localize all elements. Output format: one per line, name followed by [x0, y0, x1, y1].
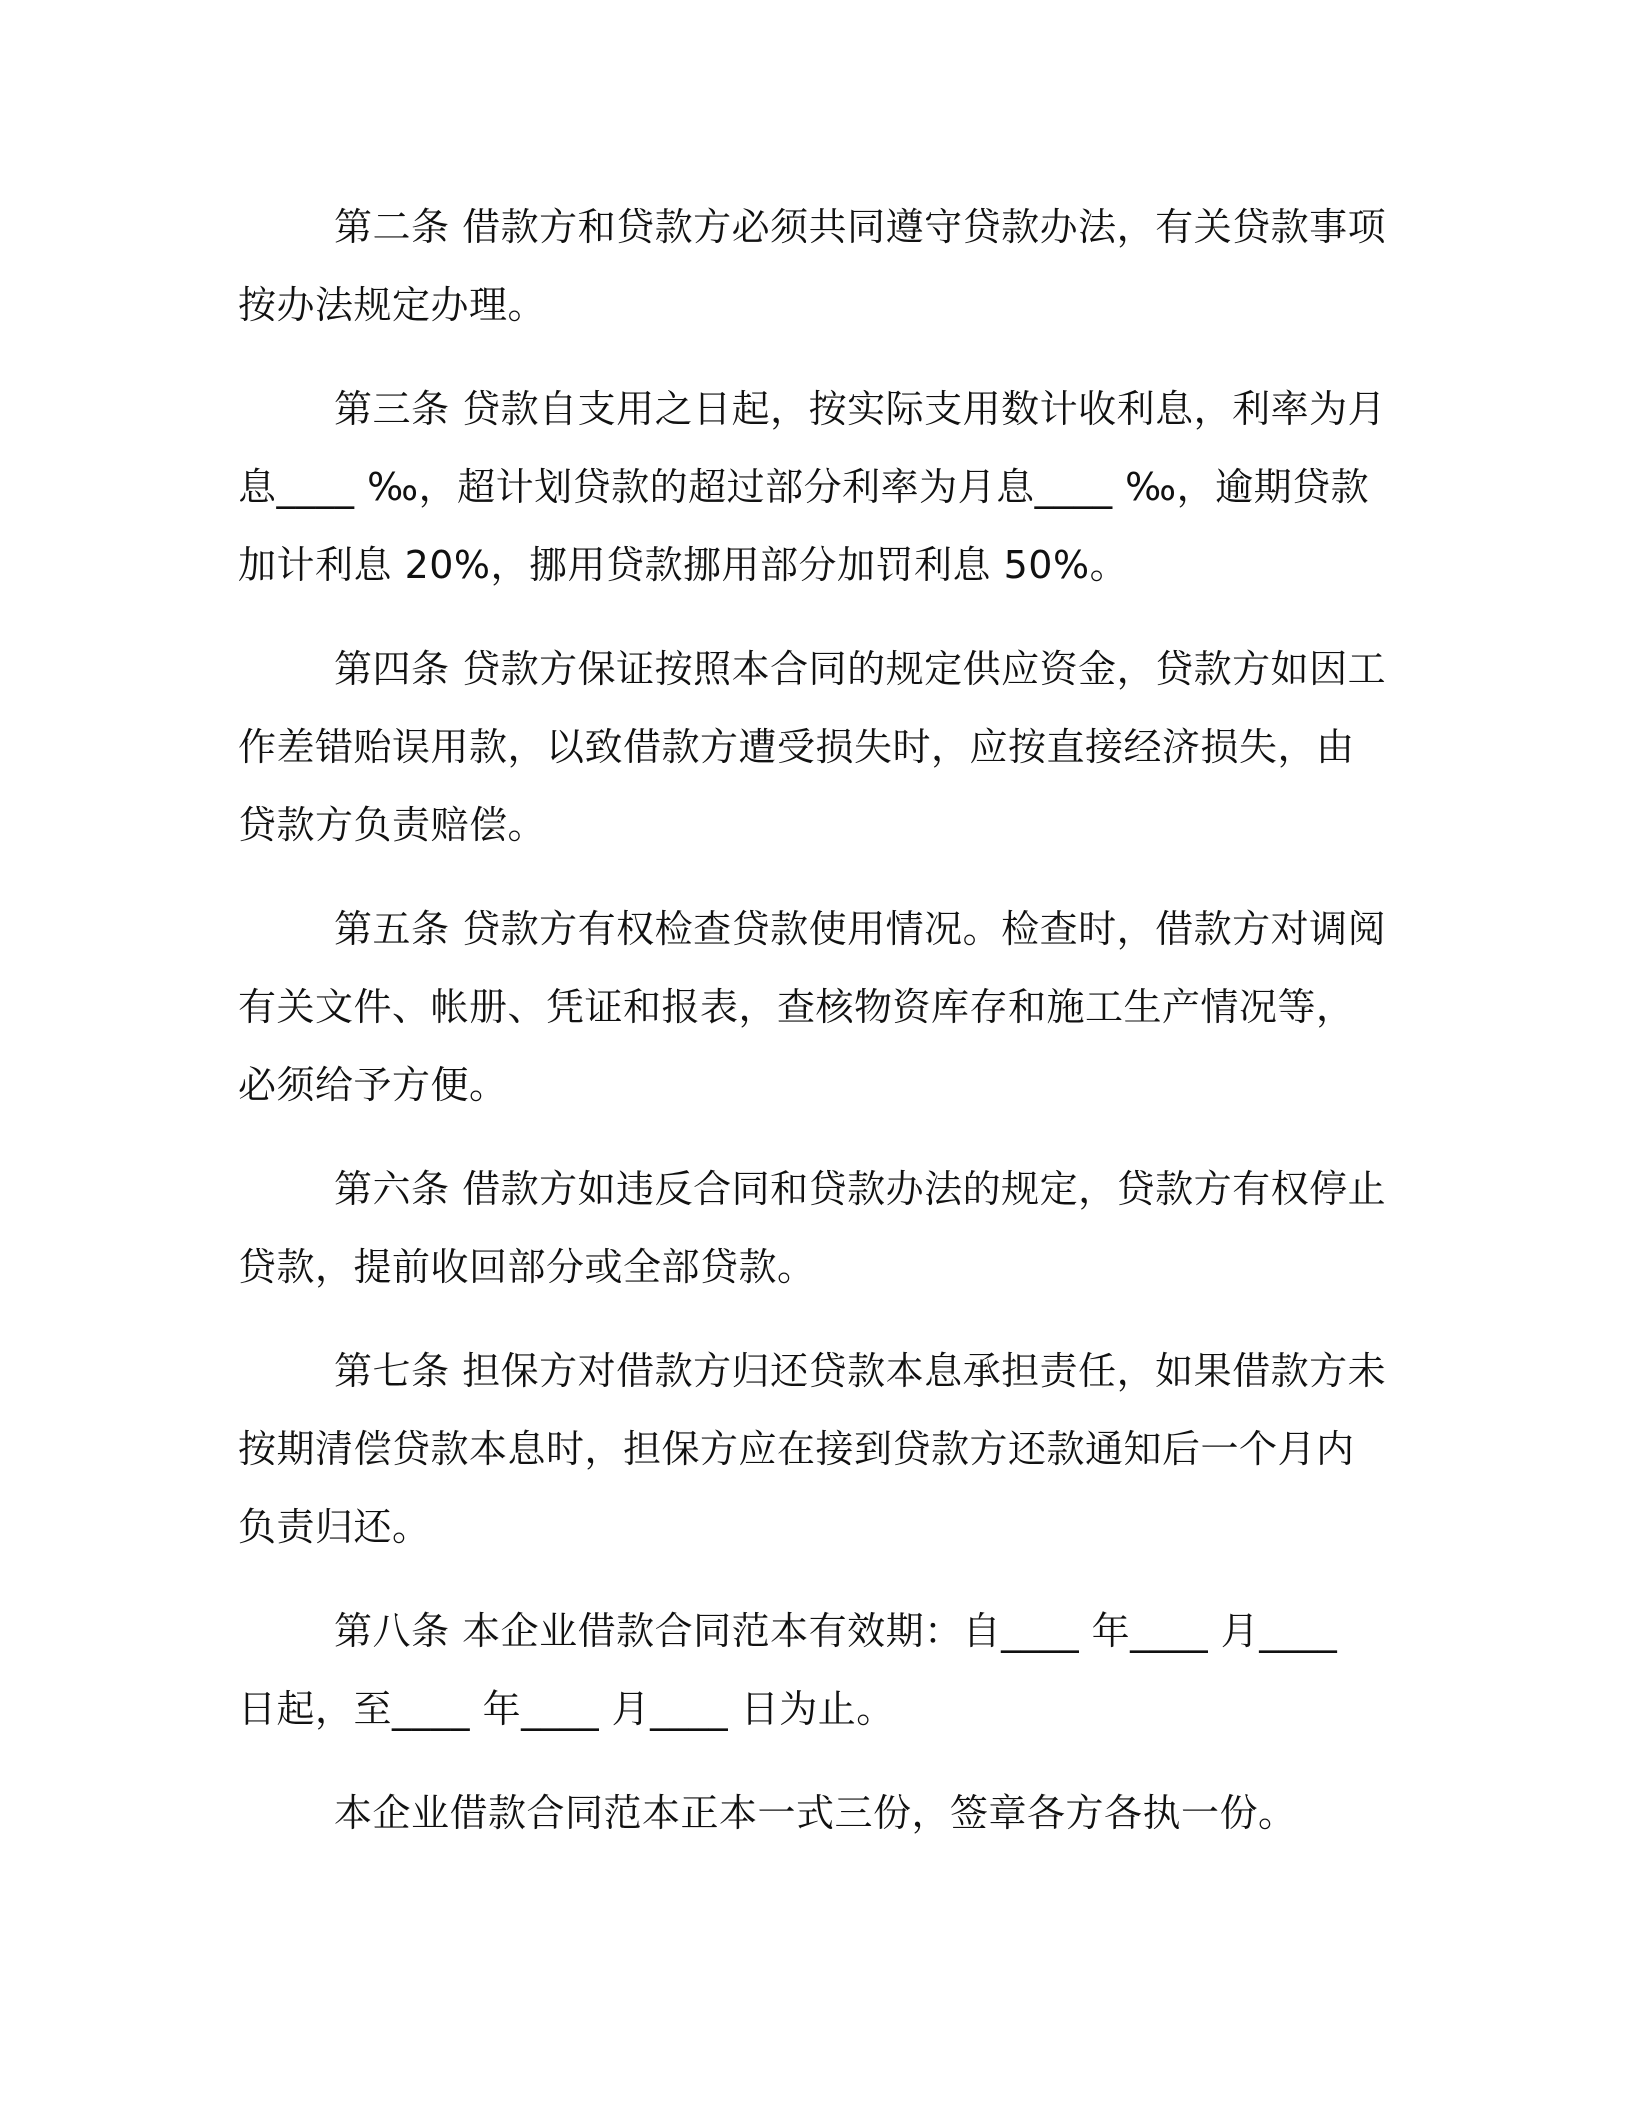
clause-7-paragraph: 第七条 担保方对借款方归还贷款本息承担责任，如果借款方未按期清偿贷款本息时，担保方应在接到贷款方还款通知后一个月内负责归还。	[238, 1349, 1387, 1549]
clause-5-paragraph: 第五条 贷款方有权检查贷款使用情况。检查时，借款方对调阅有关文件、帐册、凭证和报表，查核物资库存和施工生产情况等，必须给予方便。	[238, 907, 1387, 1107]
clause-8-paragraph: 第八条 本企业借款合同范本有效期：自____ 年____ 月____ 日起，至____ 年____ 月____ 日为止。	[238, 1609, 1338, 1731]
clause-4-paragraph: 第四条 贷款方保证按照本合同的规定供应资金，贷款方如因工作差错贻误用款，以致借款方遭受损失时，应按直接经济损失，由贷款方负责赔偿。	[238, 647, 1387, 847]
clause-2-paragraph: 第二条 借款方和贷款方必须共同遵守贷款办法，有关贷款事项按办法规定办理。	[238, 205, 1387, 327]
contract-body	[238, 188, 1388, 1852]
clause-3-paragraph: 第三条 贷款自支用之日起，按实际支用数计收利息，利率为月息____ ‰，超计划贷款的超过部分利率为月息____ ‰，逾期贷款加计利息 20%，挪用贷款挪用部分加罚利息 50%。	[238, 387, 1387, 587]
clause-6-paragraph: 第六条 借款方如违反合同和贷款办法的规定，贷款方有权停止贷款，提前收回部分或全部贷款。	[238, 1167, 1387, 1289]
copies-statement-paragraph: 本企业借款合同范本正本一式三份，签章各方各执一份。	[334, 1791, 1297, 1835]
